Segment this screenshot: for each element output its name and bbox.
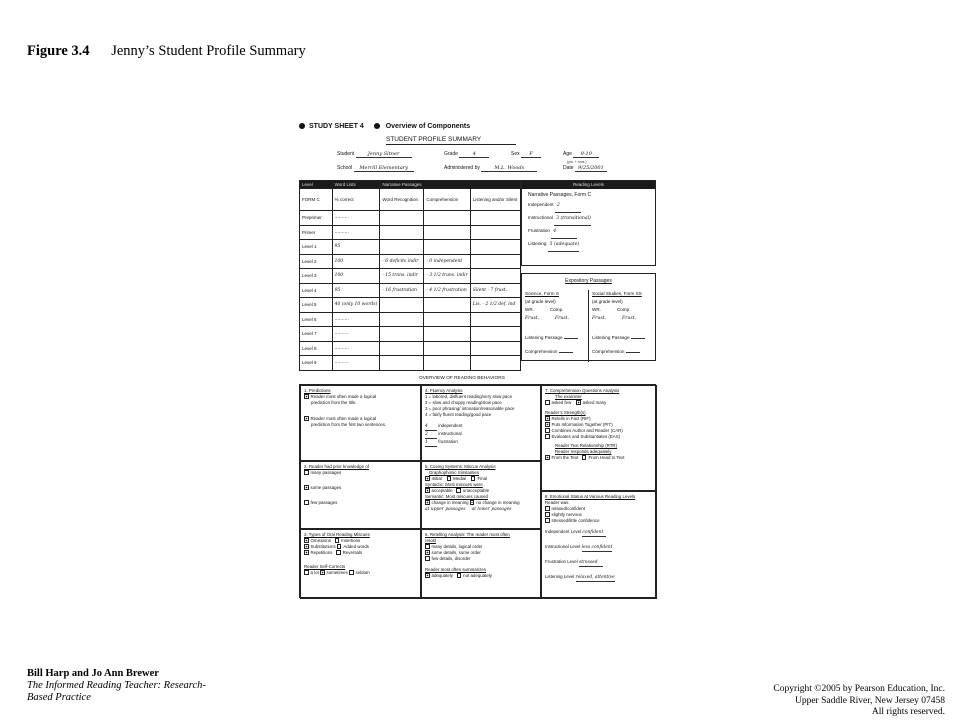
science-column: Science, Form S (at grade level) WR. Comp. Frust. Frust. Listening Passage Comprehension (522, 290, 589, 362)
table-cell: .......... (332, 225, 380, 240)
table-cell (470, 254, 520, 269)
checkbox-icon (425, 476, 430, 481)
table-cell (380, 312, 424, 327)
checkbox-icon (425, 500, 430, 505)
table-row (300, 240, 521, 255)
listening-level: Listening 5 (adequate) (522, 237, 655, 250)
table-cell: 100 (332, 254, 380, 269)
table-cell (424, 225, 470, 240)
checkbox-icon (545, 428, 550, 433)
table-cell: Level 8 (300, 341, 333, 356)
student-value: Jenny Sitner (356, 151, 412, 158)
emotional-status-cell: 8. Emotional Status at Various Reading Levels Reader was relaxed/confident slightly nervous stressed/little confidence Independent Level confident Instructional Level less confident Frustration Level stressed Listening Level relaxed, attentive (541, 491, 657, 599)
reading-levels-bar: Reading Levels (522, 181, 655, 189)
copyright-notice: Copyright ©2005 by Pearson Education, Inc. Upper Saddle River, New Jersey 07458 All rights reserved. (773, 684, 945, 717)
figure-caption: Jenny’s Student Profile Summary (111, 43, 306, 59)
grade-field: Grade 4 (444, 151, 489, 158)
table-cell: Level 5 (300, 298, 333, 313)
school-value: Merrill Elementary (354, 165, 414, 172)
checkbox-icon (425, 544, 430, 549)
sex-field: Sex F (511, 151, 541, 158)
table-cell: Silent - 7 frust. (470, 283, 520, 298)
table-cell: Level 6 (300, 312, 333, 327)
table-cell: .......... (332, 211, 380, 226)
figure-number: Figure 3.4 (27, 43, 90, 59)
table-cell: .......... (332, 312, 380, 327)
table-cell (470, 327, 520, 342)
checkbox-icon (335, 538, 340, 543)
table-cell: 95 (332, 283, 380, 298)
table-cell: - 4 1/2 frustration (424, 283, 470, 298)
table-cell (470, 356, 520, 371)
predictions-cell: 1. Predictions Reader most often made a logical prediction from the title. Reader most often made a logical prediction from the first two sentences. (300, 385, 421, 461)
social-studies-column: Social Studies, Form SS (at grade level) WR. Comp. Frust. Frust. Listening Passage Comprehension (589, 290, 656, 356)
checkbox-icon (425, 556, 430, 561)
checkbox-icon (337, 544, 342, 549)
table-cell: 95 (332, 240, 380, 255)
table-cell (380, 298, 424, 313)
study-sheet-subtitle: Overview of Components (385, 123, 471, 130)
table-cell (380, 225, 424, 240)
table-cell: - 16 frustration (380, 283, 424, 298)
expository-title: Expository Passages (565, 278, 612, 284)
table-cell (424, 240, 470, 255)
checkbox-icon (304, 394, 309, 399)
table-row (300, 312, 521, 327)
checkbox-icon (545, 416, 550, 421)
table-row (300, 269, 521, 284)
table-cell: Level 4 (300, 283, 333, 298)
age-note: (yrs. + mos.) (567, 160, 587, 164)
checkbox-icon (447, 476, 452, 481)
table-row (300, 356, 521, 371)
table-cell (380, 341, 424, 356)
table-cell (424, 341, 470, 356)
sex-value: F (521, 151, 541, 158)
checkbox-icon (545, 422, 550, 427)
narrative-form-title: Narrative Passages, Form C (528, 192, 592, 198)
checkbox-icon (545, 518, 550, 523)
checkbox-icon (304, 485, 309, 490)
checkbox-icon (582, 455, 587, 460)
table-cell (470, 269, 520, 284)
grade-value: 4 (459, 151, 489, 158)
age-value: 9-10 (573, 151, 599, 158)
figure-title (27, 43, 306, 60)
checkbox-icon (304, 550, 309, 555)
table-row (300, 298, 521, 313)
student-field: Student Jenny Sitner (337, 151, 412, 158)
frustration-level: Frustration 4 (522, 224, 655, 237)
administered-field: Administered by M.L. Woods (444, 165, 537, 172)
book-title-line1: The Informed Reading Teacher: Research- (27, 680, 206, 691)
table-cell: .......... (332, 327, 380, 342)
checkbox-icon (545, 512, 550, 517)
checkbox-icon (336, 550, 341, 555)
checkbox-icon (304, 470, 309, 475)
fluency-cell: 4. Fluency Analysis 1 = labored, disfluent reading/very slow pace 2 = slow and choppy reading/slow pace 3 = poor phrasing/ intonation/reasonable pace 4 = fairly fluent reading/good pace 4 independent 2 instructional 1 frustration (421, 385, 541, 461)
table-cell: Level 1 (300, 240, 333, 255)
instructional-level: Instructional 3 (transitional) (522, 211, 655, 224)
table-cell: - 0 independent (424, 254, 470, 269)
miscue-types-cell: 3. Types of Oral Reading Miscues Omissions Insertions Substitutions Added words Repetitions Reversals Reader Self-Corrects a lot sometimes seldom (300, 529, 421, 599)
administered-value: M.L. Woods (481, 165, 537, 172)
table-row (300, 254, 521, 269)
date-value: 9/25/2001 (575, 165, 607, 172)
table-cell: Primer (300, 225, 333, 240)
bullet-icon (299, 123, 305, 129)
expository-panel (521, 273, 656, 361)
table-cell (424, 327, 470, 342)
cueing-cell: 5. Cueing Systems: Miscue Analysis Graphophonic Similarities Initial Medial Final Syntactic: Most miscues were acceptable unacceptable Semantic: Most miscues caused change in meaning no change in meaning at upper passages at lower passages (421, 461, 541, 529)
checkbox-icon (425, 573, 430, 578)
table-cell (380, 356, 424, 371)
checkbox-icon (320, 570, 325, 575)
checkbox-icon (545, 400, 550, 405)
checkbox-icon (304, 544, 309, 549)
checkbox-icon (425, 550, 430, 555)
table-cell: Level 7 (300, 327, 333, 342)
date-field: Date 9/25/2001 (563, 165, 607, 172)
table-cell (424, 211, 470, 226)
table-cell: Preprimer (300, 211, 333, 226)
levels-table (299, 180, 521, 371)
table-cell (470, 341, 520, 356)
table-cell: .......... (332, 341, 380, 356)
form-title: STUDENT PROFILE SUMMARY (386, 136, 516, 145)
independent-level: Independent 2 (522, 198, 655, 211)
study-sheet-heading (299, 123, 470, 130)
retelling-cell: 6. Retelling Analysis: The reader most often retold many details, logical order some details, some order few details, disorder Reader most often summarizes adequately not adequately (421, 529, 541, 599)
levels-column-header: FORM C % correct Word Recognition Comprehension Listening and/or Silent (300, 189, 521, 211)
table-cell: Level 9 (300, 356, 333, 371)
scanned-profile-document (299, 120, 657, 602)
checkbox-icon (545, 506, 550, 511)
table-cell (424, 298, 470, 313)
table-cell: Lis. - 2 1/2 def. ind (470, 298, 520, 313)
prior-knowledge-cell: 2. Reader had prior knowledge of many passages some passages few passages (300, 461, 421, 529)
behaviors-title: OVERVIEW OF READING BEHAVIORS (419, 376, 505, 381)
school-field: School Merrill Elementary (337, 165, 414, 172)
table-cell (470, 211, 520, 226)
age-field: Age 9-10 (563, 151, 599, 158)
table-row (300, 225, 521, 240)
table-row (300, 283, 521, 298)
table-cell (424, 356, 470, 371)
table-cell: 40 (only 10 words) (332, 298, 380, 313)
checkbox-icon (456, 488, 461, 493)
checkbox-icon (470, 500, 475, 505)
table-row (300, 341, 521, 356)
checkbox-icon (545, 455, 550, 460)
reading-behaviors-grid (299, 384, 656, 598)
table-row (300, 327, 521, 342)
table-cell: Level 2 (300, 254, 333, 269)
table-cell (470, 225, 520, 240)
checkbox-icon (304, 538, 309, 543)
study-sheet-label: STUDY SHEET 4 (309, 123, 364, 130)
checkbox-icon (457, 573, 462, 578)
reading-levels-panel (521, 180, 656, 266)
checkbox-icon (349, 570, 354, 575)
checkbox-icon (471, 476, 476, 481)
table-cell (380, 211, 424, 226)
bullet-icon (374, 123, 380, 129)
table-cell (380, 240, 424, 255)
levels-bar-header: Level Word Lists Narrative Passages (300, 181, 521, 189)
table-cell (380, 327, 424, 342)
table-cell: - 15 trans. indir (380, 269, 424, 284)
book-credit (27, 668, 206, 704)
checkbox-icon (576, 400, 581, 405)
table-cell: Level 3 (300, 269, 333, 284)
table-cell (470, 240, 520, 255)
table-cell: 100 (332, 269, 380, 284)
checkbox-icon (545, 434, 550, 439)
book-title-line2: Based Practice (27, 692, 91, 703)
checkbox-icon (304, 416, 309, 421)
table-row (300, 211, 521, 226)
table-cell (424, 312, 470, 327)
checkbox-icon (304, 500, 309, 505)
table-cell (470, 312, 520, 327)
checkbox-icon (425, 488, 430, 493)
table-cell: - 6 deficits indir (380, 254, 424, 269)
table-cell: - 3 1/2 trans. indir (424, 269, 470, 284)
comprehension-questions-cell: 7. Comprehension Questions Analysis The examiner asked few asked many Reader’s Strength(s) Retells in Fact (RIF) Puts Information Together (PIT) Combines Author and Reader (CAR) Evaluates and Substantiates (EAS) Reader Text Relationship (RTR) Reader responds adequately From the Text From Head to Text (541, 385, 657, 491)
authors: Bill Harp and Jo Ann Brewer (27, 668, 159, 679)
checkbox-icon (304, 570, 309, 575)
table-cell: .......... (332, 356, 380, 371)
